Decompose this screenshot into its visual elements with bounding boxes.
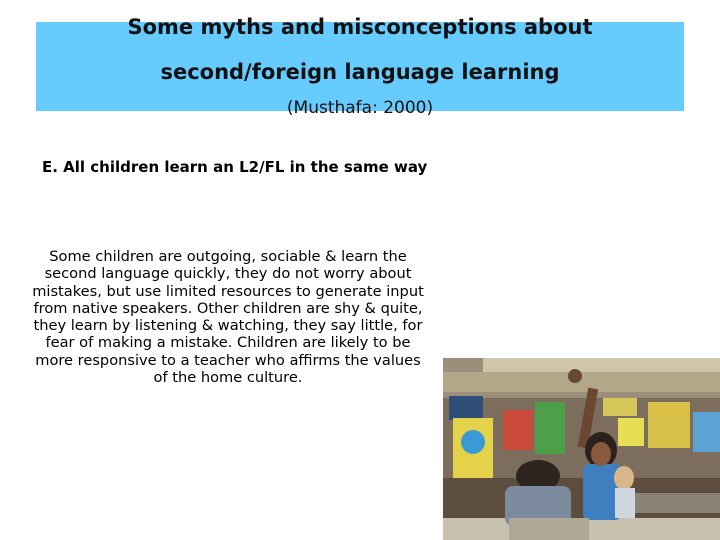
slide-title-line-1: Some myths and misconceptions about xyxy=(127,15,593,39)
classroom-photo xyxy=(443,358,720,540)
slide-title-line-2: second/foreign language learning xyxy=(160,60,560,84)
citation: (Musthafa: 2000) xyxy=(286,98,434,118)
section-heading: E. All children learn an L2/FL in the same way xyxy=(42,158,428,176)
body-paragraph: Some children are outgoing, sociable & learn the second language quickly, they do not worry about mistakes, but use limited resources to generate input from native speakers. Other children are shy & quite, they learn by listening & watching, they say little, for fear of making a mistake. Children are likely to be more responsive to a teacher who affirms the values of the home culture. xyxy=(32,248,424,387)
